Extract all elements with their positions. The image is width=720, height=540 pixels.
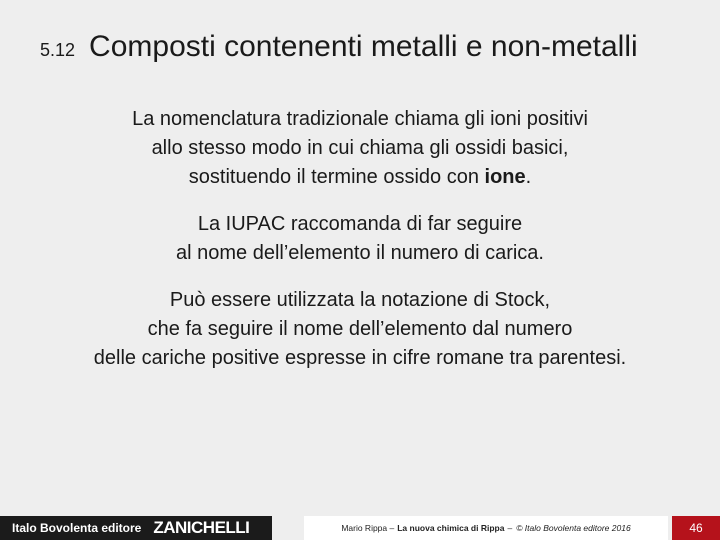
paragraph-line: Può essere utilizzata la notazione di Stock,: [169, 289, 551, 311]
slide-title: Composti contenenti metalli e non-metalli: [89, 30, 638, 63]
credits-box: [304, 516, 668, 540]
title-row: [40, 30, 638, 64]
book-title: La nuova chimica di Rippa: [397, 523, 505, 533]
publisher-bar: [0, 516, 272, 540]
paragraph-text: .: [525, 166, 532, 188]
brand-logo: ZANICHELLI: [153, 518, 250, 537]
author-name: Mario Rippa –: [341, 523, 395, 533]
footer: [0, 516, 720, 540]
paragraph-text: sostituendo il termine ossido con: [188, 166, 485, 188]
section-number: 5.12: [40, 40, 76, 60]
highlight-term: ione: [484, 166, 526, 188]
paragraph-traditional-nomenclature: [0, 105, 720, 192]
publisher-name: Italo Bovolenta editore: [12, 521, 142, 535]
page-number: 46: [672, 516, 720, 540]
paragraph-line: delle cariche positive espresse in cifre romane tra parentesi.: [93, 347, 627, 369]
paragraph-iupac: [0, 210, 720, 268]
paragraph-line: La nomenclatura tradizionale chiama gli ioni positivi: [132, 108, 588, 130]
copyright-text: © Italo Bovolenta editore 2016: [516, 523, 631, 533]
paragraph-line: al nome dell’elemento il numero di carica.: [176, 242, 544, 264]
separator: –: [507, 523, 513, 533]
paragraph-stock-notation: [0, 286, 720, 373]
paragraph-line: che fa seguire il nome dell’elemento dal numero: [147, 318, 573, 340]
paragraph-line: La IUPAC raccomanda di far seguire: [197, 213, 523, 235]
paragraph-line: allo stesso modo in cui chiama gli ossidi basici,: [151, 137, 569, 159]
paragraph-line: [0, 163, 720, 192]
